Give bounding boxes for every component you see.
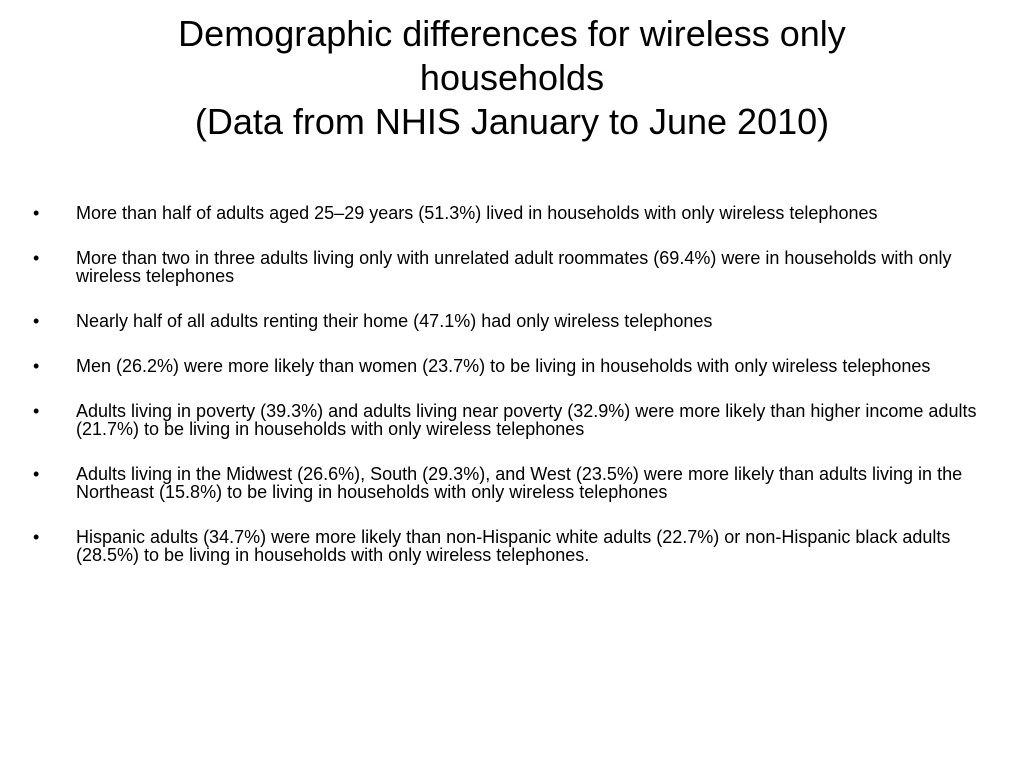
bullet-item (33, 528, 988, 564)
title-line-2: households (419, 57, 605, 98)
bullet-dot-icon: • (33, 203, 40, 223)
bullet-dot-icon: • (33, 464, 40, 484)
bullet-dot-icon: • (33, 311, 40, 331)
bullet-dot-icon: • (33, 356, 40, 376)
bullet-item (33, 402, 988, 438)
bullet-text: Nearly half of all adults renting their home (47.1%) had only wireless telephones (76, 311, 713, 331)
bullet-text: Adults living in poverty (39.3%) and adults living near poverty (32.9%) were more likely than higher income adults (21.7%) to be living in households with only wireless telephones (76, 401, 977, 439)
bullet-item (33, 465, 988, 501)
bullet-dot-icon: • (33, 248, 40, 268)
bullet-text: Men (26.2%) were more likely than women (23.7%) to be living in households with only wireless telephones (76, 356, 931, 376)
bullet-text: More than half of adults aged 25–29 years (51.3%) lived in households with only wireless telephones (76, 203, 878, 223)
bullet-item (33, 312, 988, 330)
slide-title (60, 12, 964, 144)
bullet-text: Hispanic adults (34.7%) were more likely than non-Hispanic white adults (22.7%) or non-Hispanic black adults (28.5%) to be living in households with only wireless telephones. (76, 527, 951, 565)
bullet-dot-icon: • (33, 527, 40, 547)
bullet-list (33, 204, 988, 591)
bullet-item (33, 357, 988, 375)
bullet-item (33, 249, 988, 285)
title-line-1: Demographic differences for wireless only (178, 13, 846, 54)
title-line-3: (Data from NHIS January to June 2010) (194, 101, 830, 142)
bullet-dot-icon: • (33, 401, 40, 421)
bullet-item (33, 204, 988, 222)
bullet-text: Adults living in the Midwest (26.6%), South (29.3%), and West (23.5%) were more likely than adults living in the Northeast (15.8%) to be living in households with only wireless telephones (76, 464, 963, 502)
bullet-text: More than two in three adults living only with unrelated adult roommates (69.4%) were in households with only wireless telephones (76, 248, 952, 286)
